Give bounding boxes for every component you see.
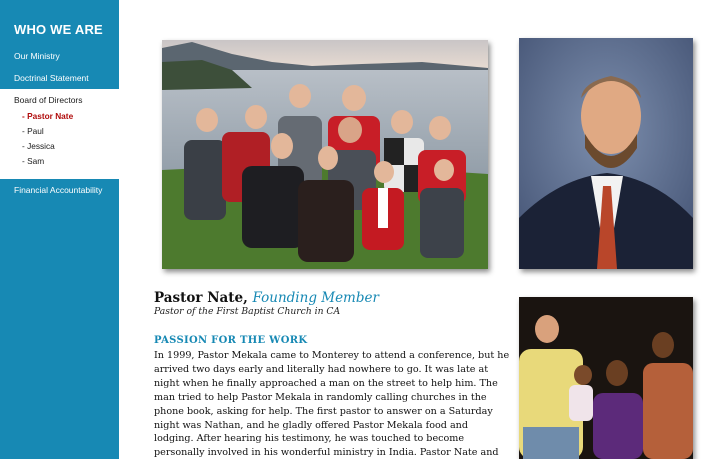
body-line: lodging. After hearing his testimony, he was touched to become bbox=[154, 433, 465, 445]
nav-sam[interactable]: - Sam bbox=[22, 156, 45, 166]
family-photo bbox=[162, 40, 488, 269]
sidebar-title: WHO WE ARE bbox=[14, 22, 103, 37]
profile-separator: , bbox=[243, 290, 248, 306]
body-line: night was Nathan, and he gladly offered Pastor Mekala food and bbox=[154, 419, 468, 431]
body-line: personally involved in his wonderful ministry in India. Pastor Nate and bbox=[154, 447, 499, 459]
profile-subtitle: Pastor of the First Baptist Church in CA bbox=[154, 306, 341, 317]
nav-pastor-nate[interactable]: - Pastor Nate bbox=[22, 111, 74, 121]
section-heading: PASSION FOR THE WORK bbox=[154, 335, 308, 346]
sidebar bbox=[0, 0, 119, 459]
nav-paul[interactable]: - Paul bbox=[22, 126, 44, 136]
nav-board-block bbox=[0, 89, 119, 179]
body-line: arrived two days early and literally had nowhere to go. It was late at bbox=[154, 363, 489, 375]
nav-our-ministry[interactable]: Our Ministry bbox=[14, 51, 60, 61]
nav-doctrinal-statement[interactable]: Doctrinal Statement bbox=[14, 73, 89, 83]
group-photo bbox=[519, 297, 693, 459]
section-body bbox=[154, 349, 510, 459]
body-line: In 1999, Pastor Mekala came to Monterey to attend a conference, but he bbox=[154, 350, 510, 361]
portrait-photo bbox=[519, 38, 693, 269]
body-line: man tried to help Pastor Mekala in randomly calling churches in the bbox=[154, 391, 487, 403]
profile-name: Pastor Nate bbox=[154, 290, 244, 306]
nav-financial-accountability[interactable]: Financial Accountability bbox=[14, 185, 103, 195]
profile-role: Founding Member bbox=[252, 290, 379, 306]
profile-heading bbox=[154, 290, 379, 306]
nav-board-of-directors[interactable]: Board of Directors bbox=[14, 95, 83, 105]
body-line: night when he finally approached a man on the street to help him. The bbox=[154, 377, 498, 389]
body-line: phone book, asking for help. The first pastor to answer on a Saturday bbox=[154, 405, 493, 417]
nav-jessica[interactable]: - Jessica bbox=[22, 141, 55, 151]
